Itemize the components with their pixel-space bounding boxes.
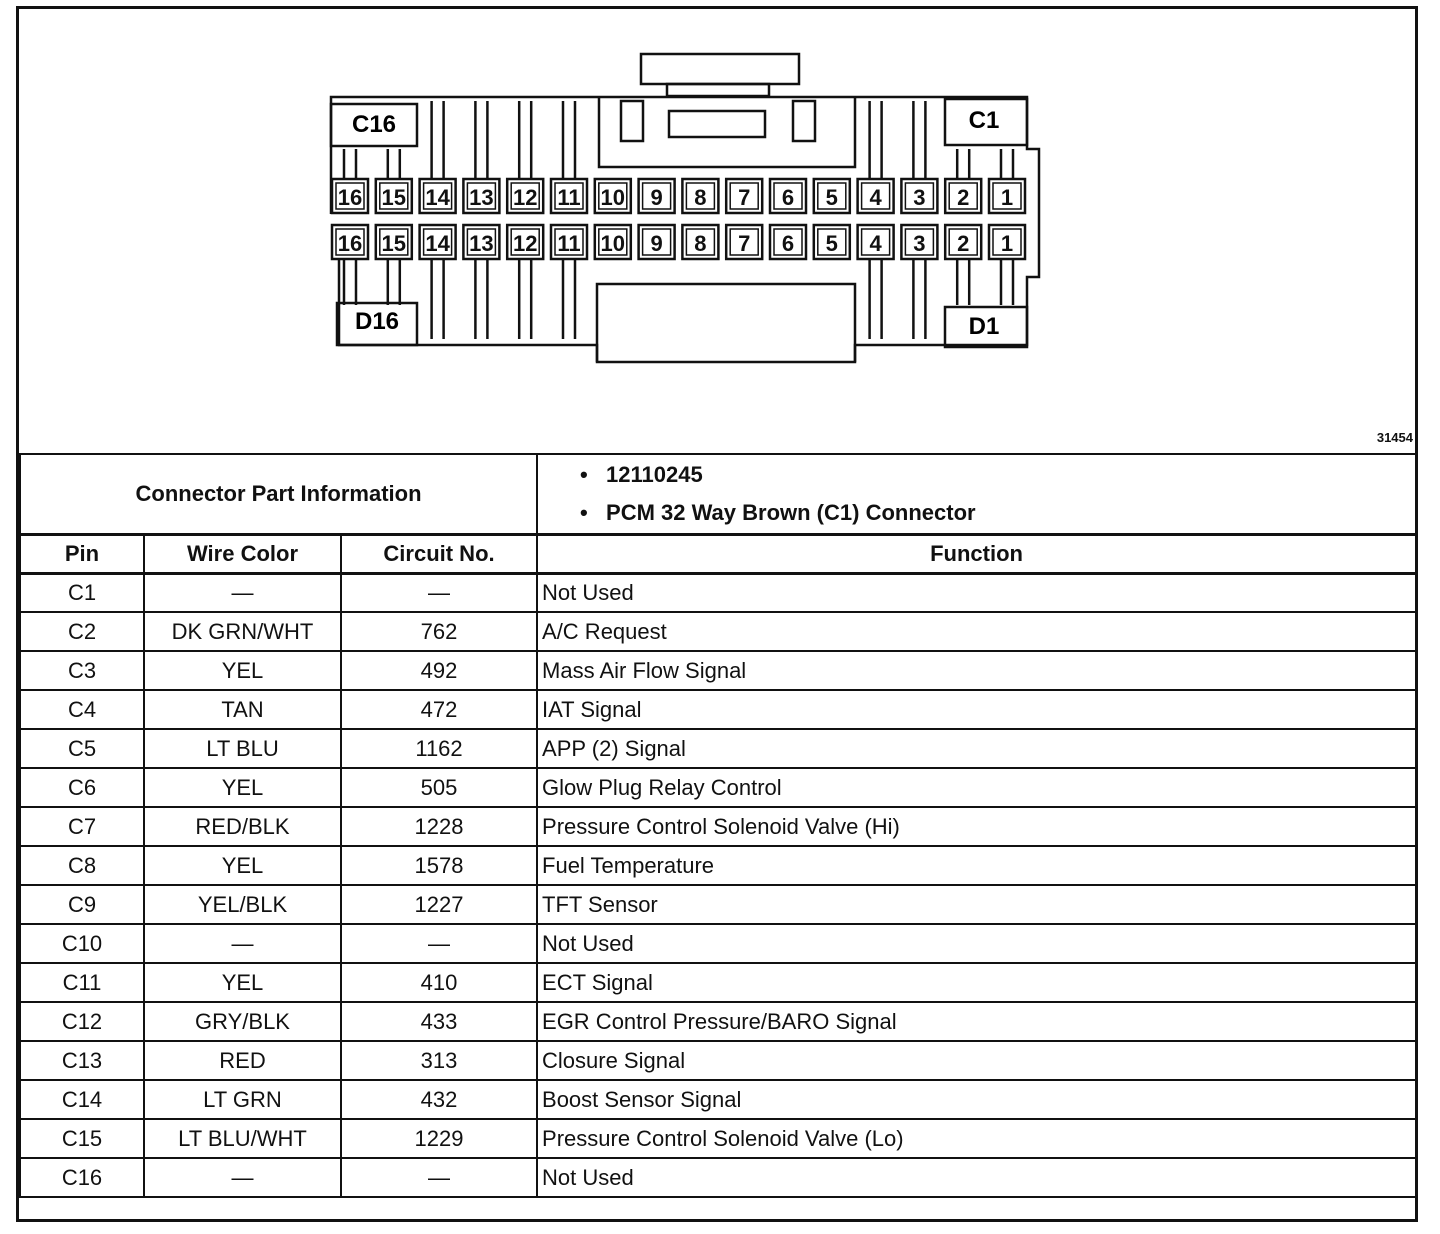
cell-function: ECT Signal [537,963,1416,1002]
cell-function: APP (2) Signal [537,729,1416,768]
cell-wire-color: YEL [144,963,341,1002]
info-item-part-number: • 12110245 [580,461,703,487]
pin-d-label: 3 [913,231,926,256]
pin-c-label: 16 [337,185,363,210]
pin-d15 [376,225,412,259]
pin-d10 [595,225,631,259]
cell-pin: C3 [20,651,144,690]
cell-wire-color: DK GRN/WHT [144,612,341,651]
cell-wire-color: — [144,924,341,963]
pin-d4 [858,225,894,259]
cell-pin: C14 [20,1080,144,1119]
pin-d-label: 15 [381,231,407,256]
pin-c-label: 12 [512,185,538,210]
cell-pin: C5 [20,729,144,768]
connector-info-list [537,454,1416,534]
cell-wire-color: YEL [144,846,341,885]
cell-circuit: — [341,924,537,963]
cell-function: Pressure Control Solenoid Valve (Lo) [537,1119,1416,1158]
figure-number: 31454 [1376,430,1413,445]
cell-wire-color: — [144,1158,341,1197]
cell-circuit: 472 [341,690,537,729]
table-row [20,612,1416,651]
pin-d-label: 4 [869,231,882,256]
cell-pin: C7 [20,807,144,846]
col-header-circuit: Circuit No. [341,534,537,573]
table-row [20,1080,1416,1119]
table-row [20,1119,1416,1158]
connector-face-drawing [19,9,1415,453]
connector-info-title: Connector Part Information [20,454,537,534]
cell-wire-color: RED [144,1041,341,1080]
cell-wire-color: YEL [144,768,341,807]
pin-c-label: 1 [1000,185,1014,210]
cell-pin: C8 [20,846,144,885]
pin-d7 [726,225,762,259]
pin-c-label: 10 [600,185,626,210]
pin-c3 [901,179,937,213]
table-row [20,924,1416,963]
cell-function: Not Used [537,1158,1416,1197]
pin-d-label: 5 [825,231,838,256]
pin-c-label: 13 [469,185,494,210]
pin-c11 [551,179,587,213]
cavity-label-d16: D16 [354,308,400,335]
pin-d5 [814,225,850,259]
pin-c-label: 2 [957,185,970,210]
connector-info-row [20,454,1416,534]
pin-d3 [901,225,937,259]
cell-pin: C10 [20,924,144,963]
pin-d-label: 7 [738,231,751,256]
table-row [20,1158,1416,1197]
pin-c16 [332,179,368,213]
pin-c-label: 9 [650,185,663,210]
center-window [669,111,765,137]
cell-circuit: 1228 [341,807,537,846]
table-row [20,963,1416,1002]
cell-wire-color: LT BLU/WHT [144,1119,341,1158]
pin-c-label: 6 [781,185,795,210]
table-row [20,690,1416,729]
pin-c-label: 15 [381,185,407,210]
pin-d-label: 11 [557,231,581,256]
cell-circuit: 762 [341,612,537,651]
cell-pin: C12 [20,1002,144,1041]
pin-d-label: 10 [600,231,626,256]
cell-pin: C15 [20,1119,144,1158]
info-item-description: • PCM 32 Way Brown (C1) Connector [580,499,976,525]
pin-d6 [770,225,806,259]
cell-pin: C16 [20,1158,144,1197]
cell-function: Glow Plug Relay Control [537,768,1416,807]
pin-c9 [639,179,675,213]
center-block-bottom [597,284,855,362]
cell-pin: C4 [20,690,144,729]
center-tab-right [793,101,815,141]
pin-c7 [726,179,762,213]
cell-pin: C2 [20,612,144,651]
pin-c1 [989,179,1025,213]
cell-pin: C6 [20,768,144,807]
table-row [20,768,1416,807]
cell-wire-color: LT GRN [144,1080,341,1119]
cell-wire-color: LT BLU [144,729,341,768]
connector-diagram [19,9,1415,453]
pin-d2 [945,225,981,259]
cell-circuit: 1578 [341,846,537,885]
pin-c10 [595,179,631,213]
pin-c4 [858,179,894,213]
cell-function: Closure Signal [537,1041,1416,1080]
cell-function: Mass Air Flow Signal [537,651,1416,690]
cell-function: Pressure Control Solenoid Valve (Hi) [537,807,1416,846]
cell-wire-color: RED/BLK [144,807,341,846]
cell-circuit: 505 [341,768,537,807]
col-header-pin: Pin [20,534,144,573]
table-row [20,807,1416,846]
pin-c12 [507,179,543,213]
cell-pin: C9 [20,885,144,924]
cavity-label-d1: D1 [968,313,1000,340]
cell-function: TFT Sensor [537,885,1416,924]
pin-d14 [420,225,456,259]
cell-function: Boost Sensor Signal [537,1080,1416,1119]
pin-d16 [332,225,368,259]
cell-circuit: 492 [341,651,537,690]
cell-function: Not Used [537,573,1416,612]
pin-c15 [376,179,412,213]
pin-c-label: 4 [869,185,882,210]
cell-circuit: 433 [341,1002,537,1041]
cell-wire-color: — [144,573,341,612]
cell-circuit: 432 [341,1080,537,1119]
cavity-label-c1: C1 [968,107,1000,134]
table-row [20,846,1416,885]
cell-function: Not Used [537,924,1416,963]
table-row [20,651,1416,690]
pin-c-label: 11 [557,185,581,210]
table-row [20,1002,1416,1041]
pin-d-label: 12 [512,231,538,256]
pin-c13 [463,179,499,213]
latch-top [641,54,799,84]
cell-function: A/C Request [537,612,1416,651]
pin-d-label: 13 [469,231,494,256]
pin-d1 [989,225,1025,259]
table-row [20,729,1416,768]
cell-circuit: 1229 [341,1119,537,1158]
cell-circuit: — [341,1158,537,1197]
pin-c8 [682,179,718,213]
pin-d11 [551,225,587,259]
pin-d-label: 1 [1000,231,1014,256]
cell-function: EGR Control Pressure/BARO Signal [537,1002,1416,1041]
cavity-label-c16: C16 [351,111,397,138]
table-row [20,573,1416,612]
document-frame [16,6,1418,1222]
cell-circuit: 410 [341,963,537,1002]
cell-wire-color: GRY/BLK [144,1002,341,1041]
pin-d12 [507,225,543,259]
latch-stem [667,84,769,96]
pin-d-label: 16 [337,231,363,256]
pin-d9 [639,225,675,259]
pin-d13 [463,225,499,259]
pin-d-label: 6 [781,231,795,256]
cell-circuit: 313 [341,1041,537,1080]
pin-d-label: 9 [650,231,663,256]
pin-d-label: 2 [957,231,970,256]
cell-wire-color: YEL/BLK [144,885,341,924]
table-row [20,1041,1416,1080]
col-header-function: Function [537,534,1416,573]
center-block-top [599,97,855,167]
col-header-wire-color: Wire Color [144,534,341,573]
connector-pinout-table [19,453,1417,1198]
cell-pin: C13 [20,1041,144,1080]
cell-circuit: — [341,573,537,612]
pin-c-label: 14 [425,185,450,210]
cell-circuit: 1162 [341,729,537,768]
pin-c5 [814,179,850,213]
table-header-row [20,534,1416,573]
pin-c14 [420,179,456,213]
pin-c-label: 3 [913,185,926,210]
center-tab-left [621,101,643,141]
cell-function: Fuel Temperature [537,846,1416,885]
cell-pin: C11 [20,963,144,1002]
pin-c-label: 8 [694,185,707,210]
cell-wire-color: TAN [144,690,341,729]
pin-c2 [945,179,981,213]
pin-d8 [682,225,718,259]
cell-wire-color: YEL [144,651,341,690]
cell-circuit: 1227 [341,885,537,924]
pin-d-label: 8 [694,231,707,256]
pin-c-label: 5 [825,185,838,210]
cell-pin: C1 [20,573,144,612]
pin-c6 [770,179,806,213]
cell-function: IAT Signal [537,690,1416,729]
pin-c-label: 7 [738,185,751,210]
pin-d-label: 14 [425,231,450,256]
table-row [20,885,1416,924]
